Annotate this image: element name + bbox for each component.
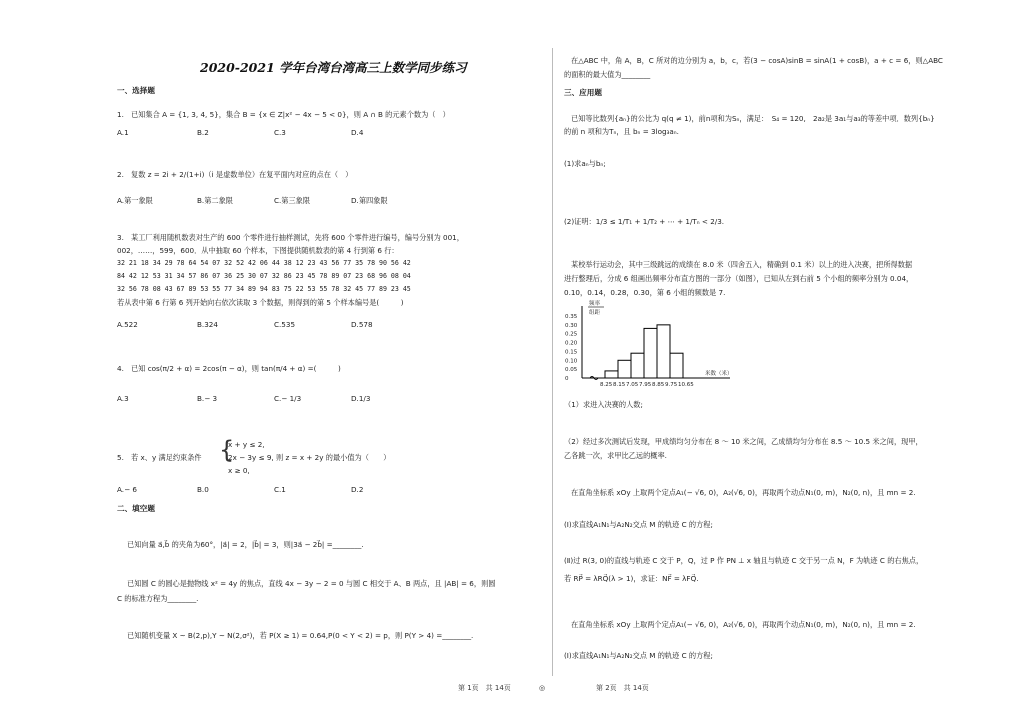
column-divider — [552, 48, 553, 676]
q4-text: 4. 已知 cos(π/2 + α) = 2cos(π − α)，则 tan(π/4 + α) =( ) — [117, 364, 341, 373]
q3-option-d: D.578 — [351, 320, 373, 329]
q5-option-b: B.0 — [197, 485, 209, 494]
q3-options — [117, 320, 517, 330]
q5-option-c: C.1 — [274, 485, 286, 494]
histogram-bar — [657, 325, 670, 378]
a4-line1: 在直角坐标系 xOy 上取两个定点A₁(− √6, 0)，A₂(√6, 0)，再取两个动点N₁(0, m)，N₂(0, n)，且 mn = 2. — [571, 620, 916, 629]
a2-line1: 某校举行运动会，其中三级跳远的成绩在 8.0 米（四舍五入，精确到 0.1 米）以上的进入决赛，把所得数据 — [571, 260, 913, 269]
section-fill: 二、填空题 — [117, 504, 155, 513]
x-tick-label: 8.15 — [613, 382, 626, 388]
fill-q1: 已知向量 a⃗,b⃗ 的夹角为60°，|a⃗| = 2，|b⃗| = 3，则|3a⃗ − 2b⃗| =________. — [127, 540, 364, 549]
a1-part1: (1)求aₙ与bₙ; — [564, 159, 606, 168]
y-tick-label: 0.25 — [565, 331, 578, 338]
q3-option-c: C.535 — [274, 320, 296, 329]
y-tick-label: 0.05 — [565, 367, 578, 374]
q5-tail: 则 z = x + 2y 的最小值为（ ） — [276, 453, 391, 462]
y-tick-label: 0.30 — [565, 322, 578, 329]
q5-constraint-brace: { — [219, 436, 235, 464]
y-tick-label: 0 — [565, 376, 569, 382]
frequency-histogram — [565, 298, 735, 397]
q1-text: 1. 已知集合 A = {1, 3, 4, 5}，集合 B = {x ∈ Z|x² − 4x − 5 < 0}，则 A ∩ B 的元素个数为（ ） — [117, 110, 450, 119]
y-tick-label: 0.20 — [565, 340, 578, 347]
random-row-4: 32 21 18 34 29 78 64 54 07 32 52 42 06 44 38 12 23 43 56 77 35 78 90 56 42 — [117, 259, 411, 267]
section-choice: 一、选择题 — [117, 86, 155, 95]
histogram-bar — [670, 353, 683, 378]
fill-q2-line2: C 的标准方程为________. — [117, 594, 199, 603]
fill-q3: 已知随机变量 X ~ B(2,p),Y ~ N(2,σ²)，若 P(X ≥ 1) = 0.64,P(0 < Y < 2) = p，则 P(Y > 4) =________. — [127, 631, 474, 640]
x-axis-label: 米数（米） — [705, 371, 733, 377]
fill-q2-line1: 已知圆 C 的圆心是抛物线 x² = 4y 的焦点，直线 4x − 3y − 2 = 0 与圆 C 相交于 A、B 两点，且 |AB| = 6，则圆 — [127, 579, 496, 588]
q3-line1: 3. 某工厂利用随机数表对生产的 600 个零件进行抽样测试，先将 600 个零件进行编号，编号分别为 001， — [117, 233, 464, 242]
x-tick-label: 7.95 — [639, 382, 652, 388]
q5-option-a: A.− 6 — [117, 485, 137, 494]
q4-option-a: A.3 — [117, 394, 129, 403]
q2-options — [117, 196, 517, 206]
q2-text: 2. 复数 z = 2i + 2/(1+i)（i 是虚数单位）在复平面内对应的点在（ ） — [117, 170, 353, 179]
q5-text: 5. 若 x、y 满足约束条件 — [117, 453, 202, 462]
y-tick-label: 0.10 — [565, 358, 578, 365]
x-tick-label: 8.25 — [600, 382, 613, 388]
q4-option-b: B.− 3 — [197, 394, 218, 403]
a1-line2: 的前 n 项和为Tₙ，且 bₙ = 3log₃aₙ. — [564, 127, 679, 136]
q3-line3: 若从表中第 6 行第 6 列开始向右依次读取 3 个数据，则得到的第 5 个样本编号是( ) — [117, 298, 404, 307]
q1-option-b: B.2 — [197, 128, 209, 137]
r1-line2: 的面积的最大值为________ — [564, 70, 651, 79]
a3-part2-line1: (Ⅱ)过 R(3, 0)的直线与轨迹 C 交于 P，Q，过 P 作 PN ⊥ x 轴且与轨迹 C 交于另一点 N，F 为轨迹 C 的右焦点， — [564, 556, 924, 565]
x-tick-label: 7.05 — [626, 382, 639, 388]
q3-option-a: A.522 — [117, 320, 138, 329]
q5-constraint-1: x + y ≤ 2, — [228, 440, 265, 449]
footer-binding-mark: ◎ — [539, 684, 546, 692]
histogram-bar — [644, 328, 657, 378]
x-tick-label: 8.85 — [652, 382, 665, 388]
q1-option-a: A.1 — [117, 128, 129, 137]
page-title: 2020-2021 学年台湾台湾高三上数学同步练习 — [200, 60, 467, 75]
footer-left-page: 第 1页 共 14页 — [458, 684, 511, 692]
a1-line1: 已知等比数列{aₙ}的公比为 q(q ≠ 1)，前n项和为Sₙ，满足： S₄ = 120, 2a₂是 3a₁与a₃的等差中项．数列{bₙ} — [571, 114, 935, 123]
q4-option-c: C.− 1/3 — [274, 394, 302, 403]
y-tick-label: 0.35 — [565, 314, 578, 320]
q3-option-b: B.324 — [197, 320, 218, 329]
a3-part1: (Ⅰ)求直线A₁N₁与A₂N₂交点 M 的轨迹 C 的方程; — [564, 520, 713, 529]
q4-option-d: D.1/3 — [351, 394, 371, 403]
a3-line1: 在直角坐标系 xOy 上取两个定点A₁(− √6, 0)，A₂(√6, 0)，再取两个动点N₁(0, m)，N₂(0, n)，且 mn = 2. — [571, 488, 916, 497]
histogram-bar — [631, 353, 644, 378]
q1-option-d: D.4 — [351, 128, 364, 137]
a2-part2-line1: （2）经过多次测试后发现，甲成绩均匀分布在 8 ～ 10 米之间，乙成绩均匀分布在 8.5 ～ 10.5 米之间，现甲， — [564, 437, 923, 446]
a3-part2-line2: 若 RP⃗ = λRQ⃗(λ > 1)，求证：NF⃗ = λFQ⃗. — [564, 574, 699, 583]
q2-option-b: B.第二象限 — [197, 196, 233, 205]
q2-option-c: C.第三象限 — [274, 196, 311, 205]
q5-options — [117, 485, 517, 495]
a2-line3: 0.10，0.14，0.28，0.30，第 6 小组的频数是 7. — [564, 288, 726, 297]
q2-option-d: D.第四象限 — [351, 196, 388, 205]
section-apply: 三、应用题 — [564, 88, 602, 97]
histogram-bar — [605, 371, 618, 378]
q5-constraint-3: x ≥ 0, — [228, 466, 250, 475]
histogram-bar — [618, 360, 631, 378]
x-tick-label: 9.75 — [665, 382, 678, 388]
a2-part1: （1）求进入决赛的人数; — [564, 400, 643, 409]
a2-line2: 进行整理后，分成 6 组画出频率分布直方图的一部分（如图），已知从左到右前 5 个小组的频率分别为 0.04， — [564, 274, 914, 283]
y-tick-label: 0.15 — [565, 349, 578, 356]
a1-part2: (2)证明：1/3 ≤ 1/T₁ + 1/T₂ + ⋯ + 1/Tₙ < 2/3. — [564, 217, 725, 226]
y-axis-label-top: 频率 — [589, 301, 601, 307]
footer-right-page: 第 2页 共 14页 — [596, 684, 649, 692]
q5-constraint-2: 2x − 3y ≤ 9, — [228, 453, 274, 462]
q3-line2: 002，……，599，600．从中抽取 60 个样本，下图提供随机数表的第 4 行到第 6 行： — [117, 246, 399, 255]
random-row-6: 32 56 78 08 43 67 89 53 55 77 34 89 94 83 75 22 53 55 78 32 45 77 89 23 45 — [117, 285, 411, 293]
a4-part1: (Ⅰ)求直线A₁N₁与A₂N₂交点 M 的轨迹 C 的方程; — [564, 651, 713, 660]
q1-option-c: C.3 — [274, 128, 286, 137]
histogram-svg — [565, 298, 735, 394]
q5-option-d: D.2 — [351, 485, 364, 494]
q2-option-a: A.第一象限 — [117, 196, 153, 205]
r1-line1: 在△ABC 中，角 A，B，C 所对的边分别为 a，b，c，若(3 − cosA)sinB = sinA(1 + cosB)，a + c = 6，则△ABC — [571, 56, 943, 65]
x-tick-label: 10.65 — [678, 382, 694, 388]
a2-part2-line2: 乙各跳一次，求甲比乙远的概率. — [564, 451, 667, 460]
y-axis-label-bottom: 组距 — [589, 310, 601, 316]
q1-options — [117, 128, 517, 138]
random-row-5: 84 42 12 53 31 34 57 86 07 36 25 30 07 32 86 23 45 78 89 07 23 68 96 08 04 — [117, 272, 411, 280]
q4-options — [117, 394, 517, 404]
